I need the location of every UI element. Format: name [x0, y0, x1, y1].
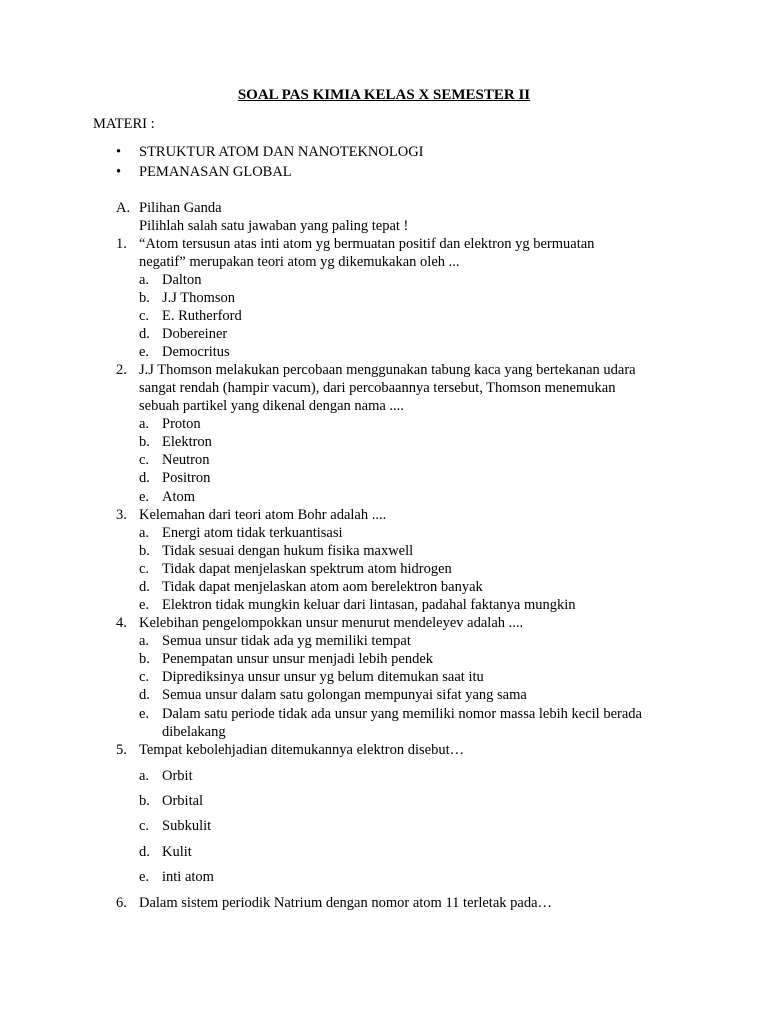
option-letter: d. [139, 844, 150, 860]
option-letter: b. [139, 793, 150, 809]
option-text: Penempatan unsur unsur menjadi lebih pendek [162, 651, 434, 667]
option-text: Democritus [162, 344, 230, 360]
option-letter: e. [139, 344, 150, 360]
option-text: Semua unsur tidak ada yg memiliki tempat [162, 633, 411, 649]
option-text: Atom [162, 489, 196, 505]
question-text: Kelebihan pengelompokkan unsur menurut mendeleyev adalah .... [139, 615, 524, 631]
question-text: Dalam sistem periodik Natrium dengan nomor atom 11 terletak pada… [139, 895, 553, 911]
option-letter: b. [139, 651, 150, 667]
option-text: Kulit [162, 844, 192, 860]
option-text: inti atom [162, 869, 214, 885]
option-letter: e. [139, 489, 150, 505]
option-text: Dalton [162, 272, 202, 288]
question-text: sebuah partikel yang dikenal dengan nama .... [139, 398, 404, 414]
option-text: Positron [162, 470, 211, 486]
option-letter: a. [139, 416, 150, 432]
question-text: “Atom tersusun atas inti atom yg bermuatan positif dan elektron yg bermuatan [139, 236, 595, 252]
option-text: Neutron [162, 452, 210, 468]
question-number: 6. [116, 895, 127, 911]
option-text: dibelakang [162, 724, 226, 740]
option-letter: d. [139, 326, 150, 342]
option-letter: a. [139, 525, 150, 541]
section-letter: A. [116, 200, 131, 216]
option-letter: e. [139, 869, 150, 885]
option-text: Dalam satu periode tidak ada unsur yang memiliki nomor massa lebih kecil berada [162, 706, 642, 722]
option-letter: c. [139, 308, 150, 324]
question-text: sangat rendah (hampir vacum), dari percobaannya tersebut, Thomson menemukan [139, 380, 616, 396]
option-text: Elektron tidak mungkin keluar dari lintasan, padahal faktanya mungkin [162, 597, 576, 613]
option-text: Elektron [162, 434, 212, 450]
option-letter: c. [139, 669, 150, 685]
question-text: J.J Thomson melakukan percobaan menggunakan tabung kaca yang bertekanan udara [139, 362, 636, 378]
materi-label: MATERI : [93, 116, 155, 132]
question-number: 5. [116, 742, 127, 758]
bullet-icon: • [116, 144, 122, 160]
question-text: negatif” merupakan teori atom yg dikemukakan oleh ... [139, 254, 460, 270]
option-letter: c. [139, 452, 150, 468]
option-text: Orbital [162, 793, 204, 809]
option-text: Diprediksinya unsur unsur yg belum ditemukan saat itu [162, 669, 484, 685]
question-number: 2. [116, 362, 127, 378]
option-letter: a. [139, 633, 150, 649]
option-letter: b. [139, 543, 150, 559]
option-letter: a. [139, 768, 150, 784]
option-text: J.J Thomson [162, 290, 236, 306]
question-number: 4. [116, 615, 127, 631]
option-text: Tidak dapat menjelaskan atom aom berelektron banyak [162, 579, 483, 595]
option-text: Energi atom tidak terkuantisasi [162, 525, 343, 541]
option-text: Orbit [162, 768, 193, 784]
option-letter: e. [139, 706, 150, 722]
question-text: Tempat kebolehjadian ditemukannya elektron disebut… [139, 742, 465, 758]
page-title: SOAL PAS KIMIA KELAS X SEMESTER II [237, 87, 531, 103]
option-letter: d. [139, 687, 150, 703]
option-letter: b. [139, 434, 150, 450]
materi-item: PEMANASAN GLOBAL [139, 164, 292, 180]
question-text: Kelemahan dari teori atom Bohr adalah .... [139, 507, 387, 523]
option-letter: e. [139, 597, 150, 613]
option-text: Subkulit [162, 818, 212, 834]
question-number: 3. [116, 507, 127, 523]
option-letter: b. [139, 290, 150, 306]
option-letter: c. [139, 561, 150, 577]
section-instruction: Pilihlah salah satu jawaban yang paling tepat ! [139, 218, 409, 234]
option-letter: a. [139, 272, 150, 288]
option-letter: d. [139, 579, 150, 595]
question-number: 1. [116, 236, 127, 252]
option-text: Semua unsur dalam satu golongan mempunyai sifat yang sama [162, 687, 527, 703]
option-text: Proton [162, 416, 201, 432]
option-letter: d. [139, 470, 150, 486]
option-text: E. Rutherford [162, 308, 242, 324]
section-title: Pilihan Ganda [139, 200, 222, 216]
option-text: Dobereiner [162, 326, 228, 342]
option-letter: c. [139, 818, 150, 834]
option-text: Tidak sesuai dengan hukum fisika maxwell [162, 543, 414, 559]
option-text: Tidak dapat menjelaskan spektrum atom hidrogen [162, 561, 452, 577]
materi-item: STRUKTUR ATOM DAN NANOTEKNOLOGI [139, 144, 424, 160]
bullet-icon: • [116, 164, 122, 180]
